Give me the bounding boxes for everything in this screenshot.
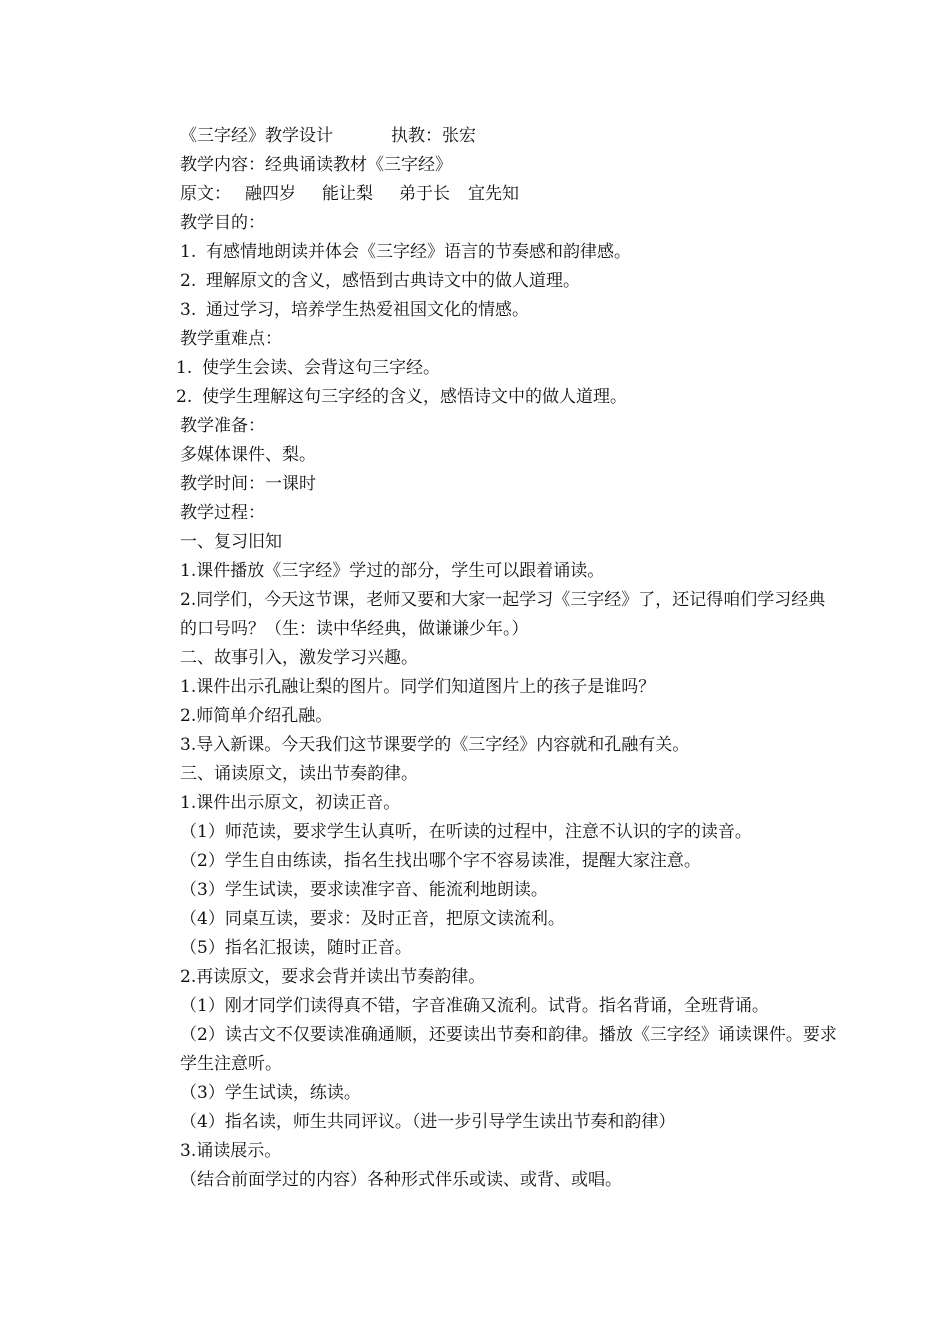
process-line: 二、故事引入，激发学习兴趣。	[180, 648, 418, 668]
process-line: 2.师简单介绍孔融。	[180, 706, 333, 726]
objective-item: 3. 通过学习，培养学生热爱祖国文化的情感。	[180, 300, 529, 320]
process-line: 2.再读原文，要求会背并读出节奏韵律。	[180, 967, 486, 987]
original-phrase: 融四岁	[245, 184, 296, 204]
preparation-heading: 教学准备：	[180, 416, 265, 436]
process-line: （1）刚才同学们读得真不错，字音准确又流利。试背。指名背诵，全班背诵。	[180, 996, 769, 1016]
objective-item: 1. 有感情地朗读并体会《三字经》语言的节奏感和韵律感。	[180, 242, 631, 262]
process-line: （4）指名读，师生共同评议。（进一步引导学生读出节奏和韵律）	[180, 1112, 676, 1132]
process-line: （4）同桌互读，要求：及时正音，把原文读流利。	[180, 909, 565, 929]
key-point-item: 1. 使学生会读、会背这句三字经。	[176, 358, 440, 378]
process-line: 3.导入新课。今天我们这节课要学的《三字经》内容就和孔融有关。	[180, 735, 690, 755]
process-line: 三、诵读原文，读出节奏韵律。	[180, 764, 418, 784]
process-line: 一、复习旧知	[180, 532, 282, 552]
process-line: 3.诵读展示。	[180, 1141, 282, 1161]
process-line: （2）学生自由练读，指名生找出哪个字不容易读准，提醒大家注意。	[180, 851, 701, 871]
original-text-line	[180, 180, 840, 209]
process-line: 1.课件播放《三字经》学过的部分，学生可以跟着诵读。	[180, 561, 605, 581]
process-line: 2.同学们，今天这节课，老师又要和大家一起学习《三字经》了，还记得咱们学习经典的口号吗？（生：读中华经典，做谦谦少年。）	[180, 590, 826, 639]
lesson-plan-body	[176, 122, 840, 1195]
process-line: （1）师范读，要求学生认真听，在听读的过程中，注意不认识的字的读音。	[180, 822, 752, 842]
content-line: 教学内容：经典诵读教材《三字经》	[180, 155, 452, 175]
key-points-heading: 教学重难点：	[180, 329, 282, 349]
process-heading: 教学过程：	[180, 503, 265, 523]
objective-item: 2. 理解原文的含义，感悟到古典诗文中的做人道理。	[180, 271, 580, 291]
original-phrase: 宜先知	[468, 184, 519, 204]
original-phrase: 能让梨	[322, 184, 373, 204]
teacher-name: 执教：张宏	[391, 126, 476, 146]
process-line: （3）学生试读，练读。	[180, 1083, 361, 1103]
key-point-item: 2. 使学生理解这句三字经的含义，感悟诗文中的做人道理。	[176, 387, 627, 407]
process-line: （2）读古文不仅要读准确通顺，还要读出节奏和韵律。播放《三字经》诵读课件。要求学生注意听。	[180, 1025, 837, 1074]
time-line: 教学时间：一课时	[180, 474, 316, 494]
document-title: 《三字经》教学设计	[180, 126, 333, 146]
preparation-text: 多媒体课件、梨。	[180, 445, 316, 465]
process-line: （3）学生试读，要求读准字音、能流利地朗读。	[180, 880, 548, 900]
title-line	[180, 122, 840, 151]
original-phrase: 弟于长	[399, 184, 450, 204]
objectives-heading: 教学目的：	[180, 213, 265, 233]
process-line: （5）指名汇报读，随时正音。	[180, 938, 412, 958]
process-line: 1.课件出示孔融让梨的图片。同学们知道图片上的孩子是谁吗？	[180, 677, 656, 697]
original-label: 原文：	[180, 184, 231, 204]
process-line: 1.课件出示原文，初读正音。	[180, 793, 401, 813]
process-line: （结合前面学过的内容）各种形式伴乐或读、或背、或唱。	[180, 1170, 622, 1190]
